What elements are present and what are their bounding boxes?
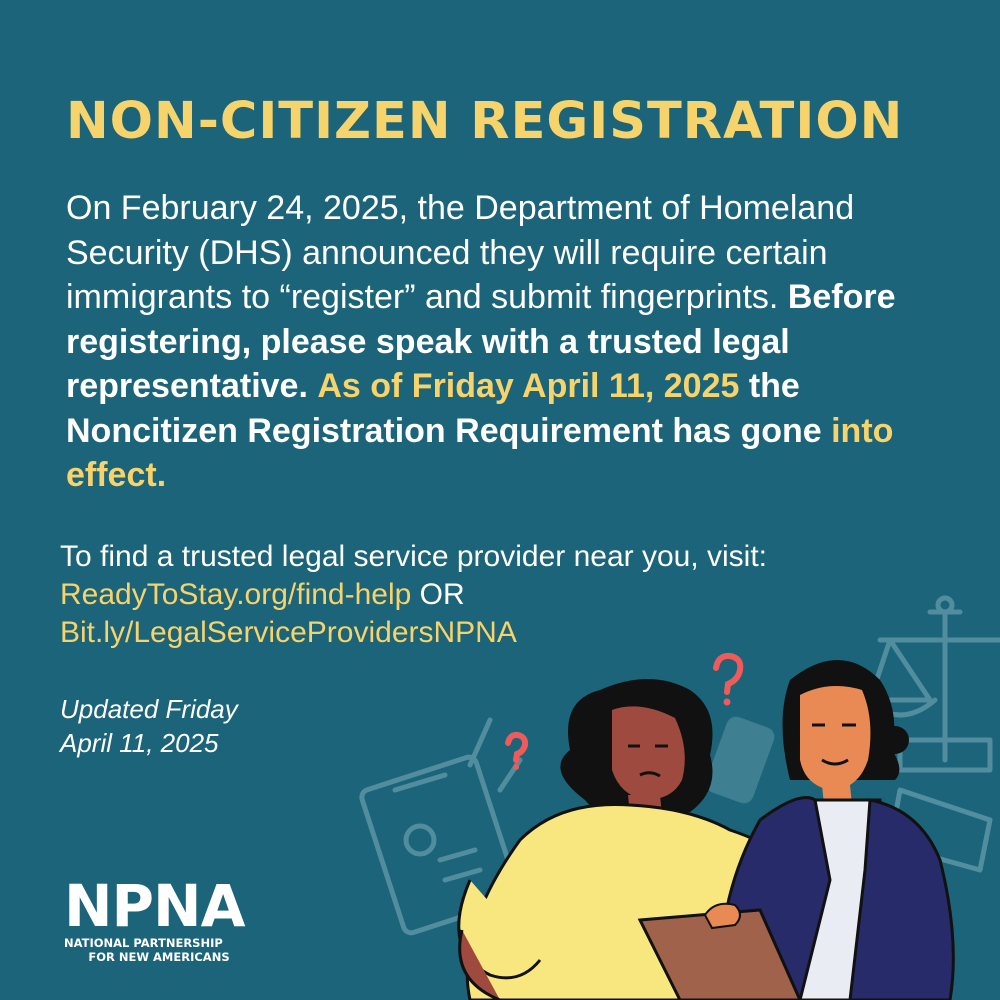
npna-logo <box>64 872 264 964</box>
updated-line-1: Updated Friday <box>60 694 238 724</box>
or-text: OR <box>419 578 465 611</box>
logo-line-2: FOR NEW AMERICANS <box>88 950 230 964</box>
page-title: NON-CITIZEN REGISTRATION <box>66 92 904 151</box>
readytostay-link[interactable]: ReadyToStay.org/find-help <box>60 578 412 611</box>
logo-line-1: NATIONAL PARTNERSHIP <box>64 936 223 950</box>
requirement-text: the Noncitizen Registration Requirement has gone <box>66 367 822 450</box>
updated-line-2: April 11, 2025 <box>60 728 219 758</box>
effective-date-text: As of Friday April 11, 2025 <box>317 367 740 405</box>
logo-mark: NPNA <box>64 872 245 940</box>
question-mark-icon <box>508 656 740 770</box>
bitly-link[interactable]: Bit.ly/LegalServiceProvidersNPNA <box>60 616 517 649</box>
effect-text: into effect. <box>66 411 894 494</box>
woman-figure-left <box>459 679 800 1000</box>
find-help-paragraph <box>60 538 940 652</box>
document-icon <box>360 720 990 935</box>
advice-text: Before registering, please speak with a trusted legal representative. <box>66 278 896 405</box>
stamp-icon <box>461 714 777 1000</box>
announcement-text: On February 24, 2025, the Department of Homeland Security (DHS) announced they will require certain immigrants to “register” and submit fingerprints. <box>66 189 855 316</box>
updated-date <box>60 692 360 760</box>
announcement-paragraph <box>66 186 966 498</box>
find-help-intro: To find a trusted legal service provider near you, visit: <box>60 540 768 573</box>
woman-figure-right <box>640 660 953 1000</box>
